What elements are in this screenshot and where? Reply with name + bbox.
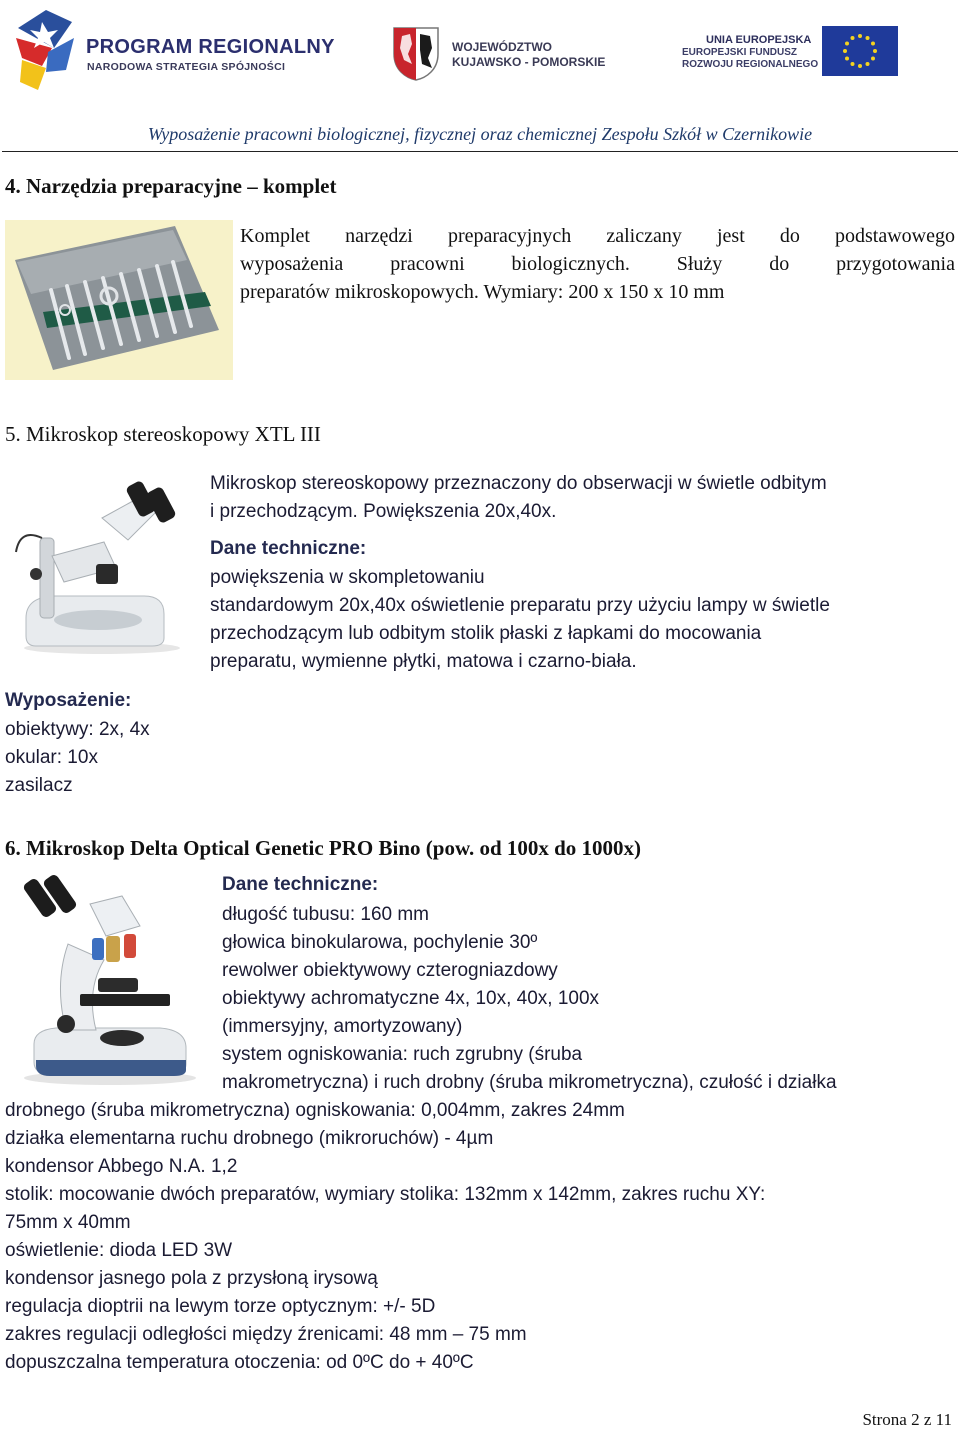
section-6-tech-line: działka elementarna ruchu drobnego (mikroruchów) - 4µm	[5, 1128, 494, 1149]
section-6-tech-line: obiektywy achromatyczne 4x, 10x, 40x, 100x	[222, 988, 600, 1009]
eu-line-3: ROZWOJU REGIONALNEGO	[682, 59, 819, 70]
program-regionalny-title: PROGRAM REGIONALNY	[86, 36, 335, 58]
coat-of-arms-icon	[390, 24, 442, 82]
eu-star-icon	[873, 49, 877, 53]
section-6-tech-line: zakres regulacji odległości między źrenicami: 48 mm – 75 mm	[5, 1324, 527, 1345]
section-5-equipment-line: obiektywy: 2x, 4x	[5, 719, 150, 740]
section-6-tech-line: dopuszczalna temperatura otoczenia: od 0ºC do + 40ºC	[5, 1352, 474, 1373]
section-4-description	[240, 222, 955, 306]
section-5-desc-line: Mikroskop stereoskopowy przeznaczony do obserwacji w świetle odbitym	[210, 473, 827, 494]
section-5-title: 5. Mikroskop stereoskopowy XTL III	[5, 422, 321, 446]
eu-star-icon	[866, 62, 870, 66]
eu-star-icon	[845, 42, 849, 46]
section-5-description	[210, 470, 827, 526]
eu-star-icon	[845, 57, 849, 61]
page-number: Strona 2 z 11	[862, 1410, 952, 1429]
dissection-kit-image	[5, 220, 233, 380]
section-4-line: preparatów mikroskopowych. Wymiary: 200 x 150 x 10 mm	[240, 281, 725, 303]
section-6-tech-line: długość tubusu: 160 mm	[222, 904, 430, 925]
section-6-tech-line: 75mm x 40mm	[5, 1212, 131, 1233]
section-6-tech-list-full	[5, 1097, 765, 1377]
eu-star-icon	[858, 34, 862, 38]
section-5-tech-line: przechodzącym lub odbitym stolik płaski z łapkami do mocowania	[210, 623, 762, 644]
section-4-title: 4. Narzędzia preparacyjne – komplet	[5, 174, 337, 198]
stereo-microscope-image	[12, 478, 192, 658]
section-6-tech-line: oświetlenie: dioda LED 3W	[5, 1240, 233, 1261]
program-regionalny-subtitle: NARODOWA STRATEGIA SPÓJNOŚCI	[87, 61, 286, 73]
header-rule	[2, 151, 958, 152]
section-5-tech-list	[210, 564, 830, 676]
section-5-equipment-label: Wyposażenie:	[5, 690, 132, 711]
section-5-tech-label: Dane techniczne:	[210, 538, 367, 559]
section-6-tech-line: rewolwer obiektywowy czterogniazdowy	[222, 960, 558, 981]
section-5-equipment-line: zasilacz	[5, 775, 73, 796]
section-4-line: Komplet narzędzi preparacyjnych zaliczany jest do podstawowego	[240, 225, 955, 247]
section-6-tech-line: stolik: mocowanie dwóch preparatów, wymiary stolika: 132mm x 142mm, zakres ruchu XY:	[5, 1184, 766, 1205]
eu-star-icon	[843, 49, 847, 53]
eu-star-icon	[866, 36, 870, 40]
eu-star-icon	[851, 36, 855, 40]
section-5-tech-line: preparatu, wymienne płytki, matowa i czarno-biała.	[210, 651, 637, 672]
section-6-title: 6. Mikroskop Delta Optical Genetic PRO Bino (pow. od 100x do 1000x)	[5, 836, 642, 860]
eu-star-icon	[871, 57, 875, 61]
eu-star-icon	[858, 64, 862, 68]
section-5-desc-line: i przechodzącym. Powiększenia 20x,40x.	[210, 501, 557, 522]
section-5-equipment-list	[5, 716, 150, 800]
section-5-tech-line: standardowym 20x,40x oświetlenie preparatu przy użyciu lampy w świetle	[210, 595, 830, 616]
section-6-tech-label: Dane techniczne:	[222, 874, 379, 895]
voivodeship-line-1: WOJEWÓDZTWO	[452, 40, 552, 54]
section-6-tech-line: makrometryczna) i ruch drobny (śruba mikrometryczna), czułość i działka	[222, 1072, 837, 1093]
section-6-tech-line: kondensor jasnego pola z przysłoną irysową	[5, 1268, 378, 1289]
eu-line-1: UNIA EUROPEJSKA	[706, 34, 812, 46]
running-title: Wyposażenie pracowni biologicznej, fizycznej oraz chemicznej Zespołu Szkół w Czernikowie	[147, 124, 813, 144]
section-6-tech-line: głowica binokularowa, pochylenie 30º	[222, 932, 538, 953]
biological-microscope-image	[10, 874, 200, 1088]
section-6-tech-line: system ogniskowania: ruch zgrubny (śruba	[222, 1044, 583, 1065]
section-6-tech-line: drobnego (śruba mikrometryczna) ogniskowania: 0,004mm, zakres 24mm	[5, 1100, 625, 1121]
eu-star-icon	[851, 62, 855, 66]
section-5-equipment-line: okular: 10x	[5, 747, 98, 768]
eu-star-icon	[871, 42, 875, 46]
section-6-tech-line: (immersyjny, amortyzowany)	[222, 1016, 463, 1037]
eu-line-2: EUROPEJSKI FUNDUSZ	[682, 47, 798, 58]
section-5-tech-line: powiększenia w skompletowaniu	[210, 567, 485, 588]
section-4-line: wyposażenia pracowni biologicznych. Służy do przygotowania	[240, 253, 955, 275]
eu-flag-icon	[822, 26, 898, 76]
section-6-tech-line: regulacja dioptrii na lewym torze optycznym: +/- 5D	[5, 1296, 436, 1317]
section-6-tech-list-right	[222, 901, 837, 1097]
voivodeship-line-2: KUJAWSKO - POMORSKIE	[452, 55, 606, 69]
program-regionalny-emblem-icon	[12, 8, 84, 92]
section-6-tech-line: kondensor Abbego N.A. 1,2	[5, 1156, 238, 1177]
